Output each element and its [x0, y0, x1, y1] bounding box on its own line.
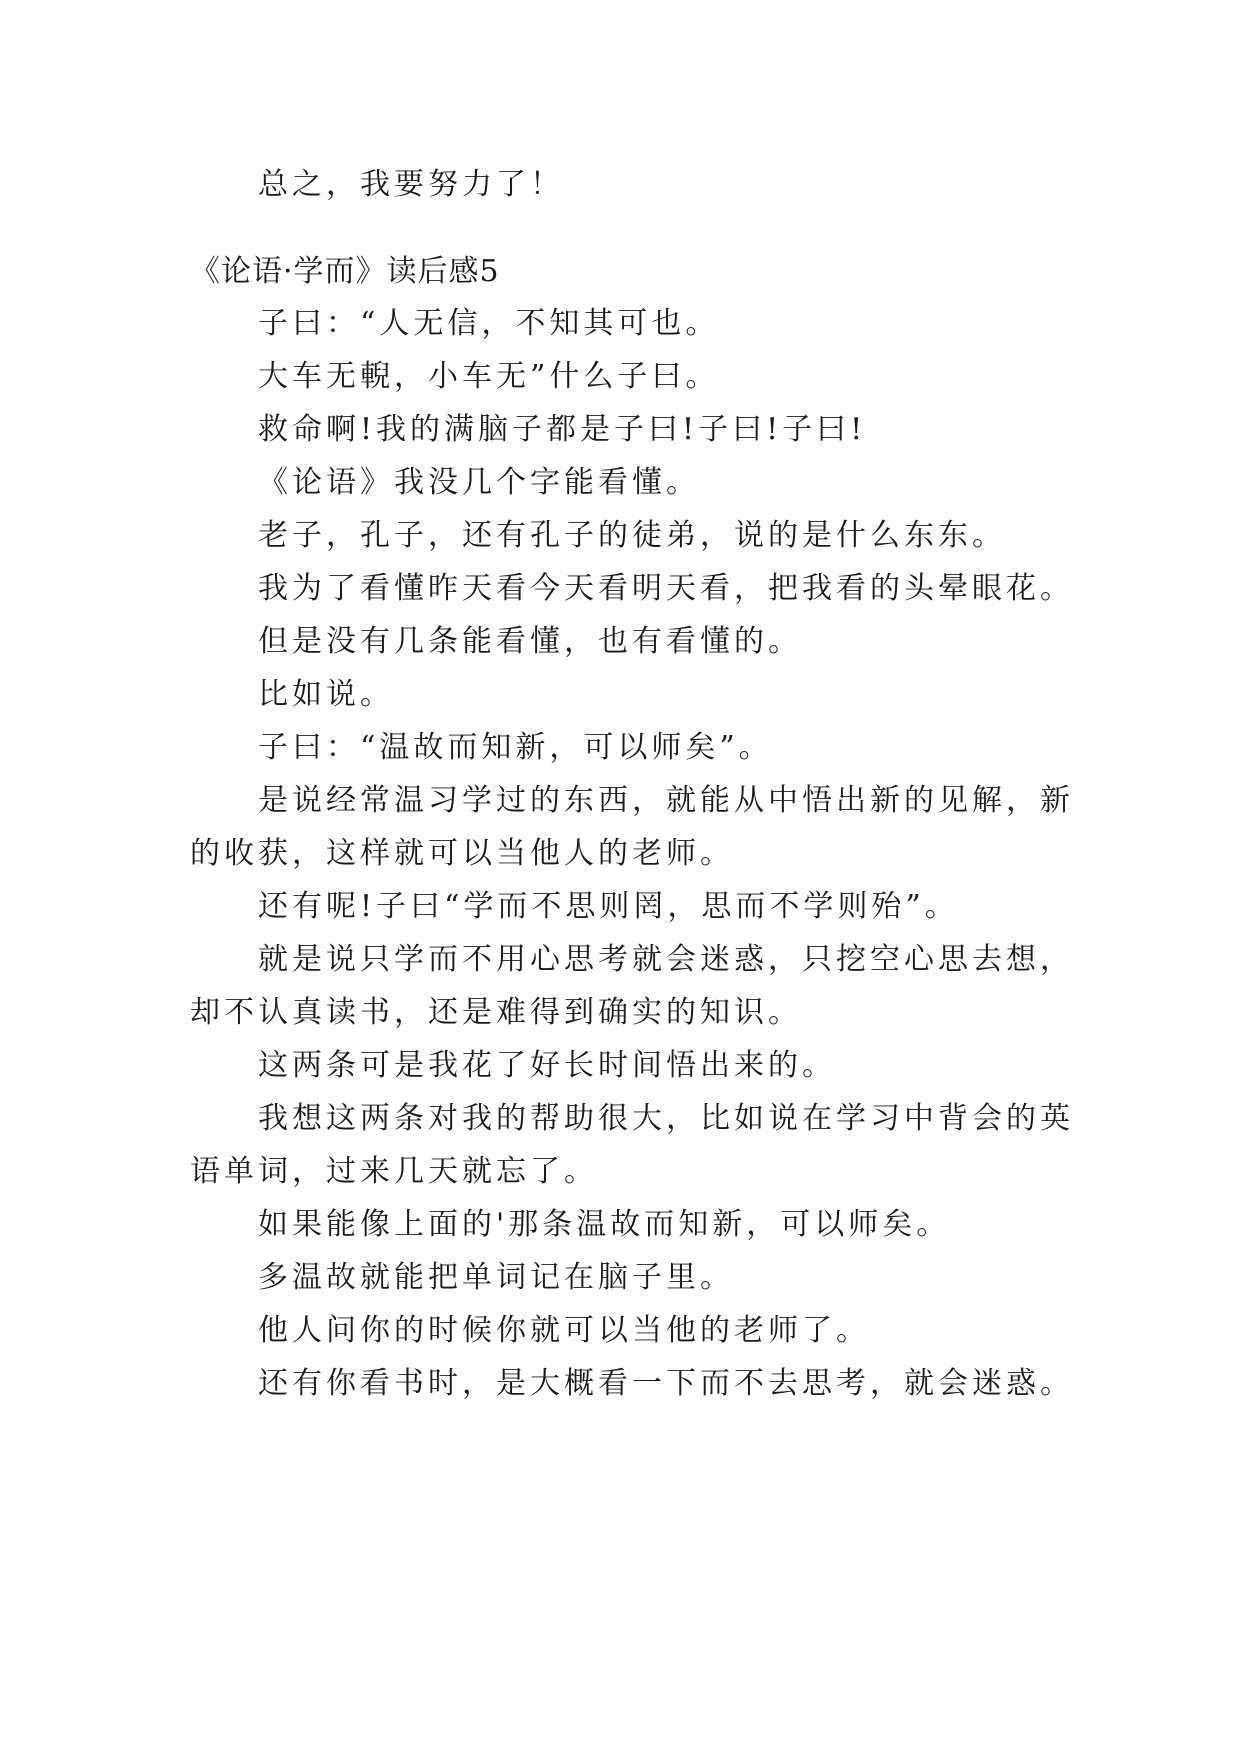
body-line: 是说经常温习学过的东西，就能从中悟出新的见解，新: [258, 783, 1074, 818]
section-title: 《论语·学而》读后感5: [190, 254, 500, 289]
body-line: 却不认真读书，还是难得到确实的知识。: [190, 995, 802, 1030]
body-line: 就是说只学而不用心思考就会迷惑，只挖空心思去想，: [258, 942, 1074, 977]
body-line: 子曰：“温故而知新，可以师矣”。: [258, 730, 773, 765]
body-line: 如果能像上面的'那条温故而知新，可以师矣。: [258, 1207, 951, 1242]
body-line: 但是没有几条能看懂，也有看懂的。: [258, 624, 802, 659]
body-line: 我为了看懂昨天看今天看明天看，把我看的头晕眼花。: [258, 571, 1074, 606]
body-line: 这两条可是我花了好长时间悟出来的。: [258, 1048, 836, 1083]
body-line: 老子，孔子，还有孔子的徒弟，说的是什么东东。: [258, 518, 1006, 553]
body-line: 我想这两条对我的帮助很大，比如说在学习中背会的英: [258, 1101, 1074, 1136]
body-line: 比如说。: [258, 677, 394, 712]
body-line: 多温故就能把单词记在脑子里。: [258, 1260, 734, 1295]
body-line: 他人问你的时候你就可以当他的老师了。: [258, 1313, 870, 1348]
body-line: 子曰：“人无信，不知其可也。: [258, 306, 720, 341]
body-line: 的收获，这样就可以当他人的老师。: [190, 836, 734, 871]
body-line: 还有你看书时，是大概看一下而不去思考，就会迷惑。: [258, 1366, 1074, 1401]
body-line: 大车无輗，小车无”什么子曰。: [258, 359, 720, 394]
body-line: 救命啊!我的满脑子都是子曰!子曰!子曰!: [258, 412, 867, 447]
body-line: 语单词，过来几天就忘了。: [190, 1154, 598, 1189]
body-line: 还有呢!子曰“学而不思则罔，思而不学则殆”。: [258, 889, 959, 924]
closing-line: 总之，我要努力了！: [258, 167, 564, 202]
body-line: 《论语》我没几个字能看懂。: [258, 465, 700, 500]
